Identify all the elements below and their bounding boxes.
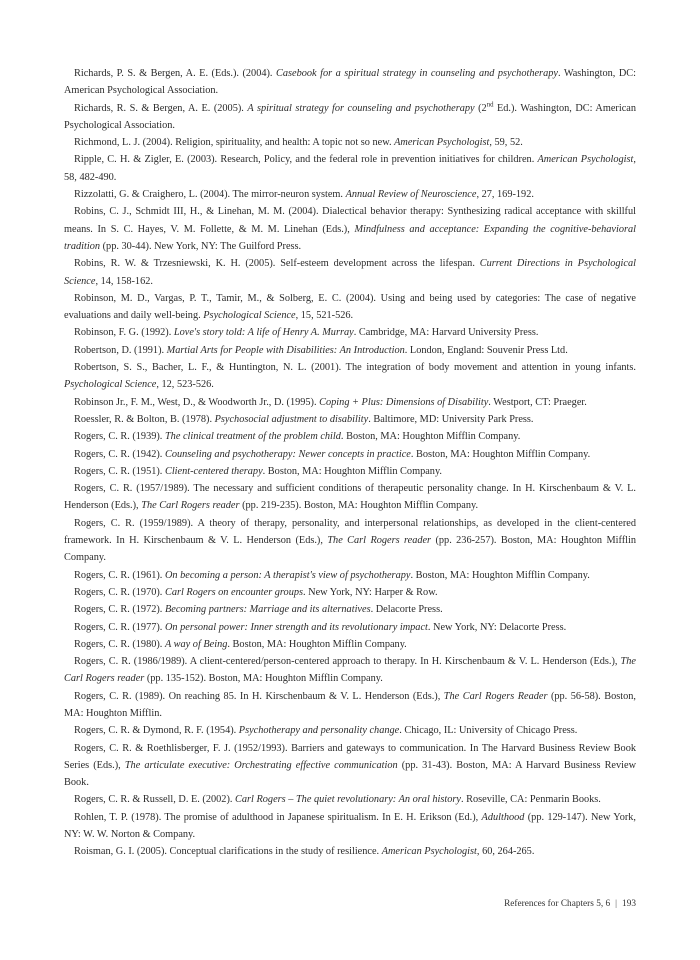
reference-entry <box>64 601 636 618</box>
reference-text: Rogers, C. R. (1959/1989). A theory of therapy, personality, and interpersonal relationships, as developed in the client-centered framework. In H. Kirschenbaum & V. L. Henderson (Eds.), <box>64 517 636 547</box>
reference-title-italic: Psychotherapy and personality change <box>238 725 400 737</box>
reference-title-italic: Carl Rogers – The quiet revolutionary: An oral history <box>235 794 461 806</box>
reference-text: . New York, NY: Harper & Row. <box>303 586 438 598</box>
reference-title-italic: The Carl Rogers reader <box>64 656 636 685</box>
reference-entry <box>64 619 636 636</box>
reference-text: . Boston, MA: Houghton Mifflin Company. <box>410 448 591 460</box>
reference-text: Rogers, C. R. (1980). <box>74 638 165 650</box>
reference-text: Rogers, C. R. (1986/1989). A client-centered/person-centered approach to therapy. In H. Kirschenbaum & V. L. Henderson (Eds.), <box>74 656 621 668</box>
reference-entry <box>64 394 636 411</box>
reference-title-italic: Adulthood <box>481 811 525 823</box>
reference-text: Rogers, C. R. & Dymond, R. F. (1954). <box>74 725 239 737</box>
reference-title-italic: The Carl Rogers reader <box>141 500 240 512</box>
reference-text: . Boston, MA: Houghton Mifflin Company. <box>410 569 590 581</box>
reference-entry <box>64 463 636 480</box>
reference-text: Richmond, L. J. (2004). Religion, spirituality, and health: A topic not so new. <box>74 137 395 149</box>
reference-text: . Washington, DC: American Psychological Association. <box>64 68 636 97</box>
reference-title-italic: The Carl Rogers Reader <box>443 690 548 702</box>
reference-text: . Boston, MA: Houghton Mifflin Company. <box>227 638 407 650</box>
reference-title-italic: The articulate executive: Orchestrating effective communication <box>124 759 398 771</box>
reference-text: (pp. 135-152). Boston, MA: Houghton Mifflin Company. <box>144 673 383 685</box>
reference-entry <box>64 722 636 739</box>
reference-text: Rogers, C. R. (1989). On reaching 85. In H. Kirschenbaum & V. L. Henderson (Eds.), <box>74 690 444 702</box>
reference-text: Rogers, C. R. (1961). <box>74 569 165 581</box>
reference-text: Robinson, F. G. (1992). <box>74 327 174 339</box>
reference-title-italic: Becoming partners: Marriage and its alternatives <box>164 604 371 616</box>
reference-entry <box>64 151 636 186</box>
reference-text: . Westport, CT: Praeger. <box>488 396 587 408</box>
reference-text: (pp. 236-257). Boston, MA: Houghton Mifflin Company. <box>64 535 636 564</box>
reference-entry <box>64 653 636 688</box>
reference-entry <box>64 584 636 601</box>
reference-text: Robinson Jr., F. M., West, D., & Woodworth Jr., D. (1995). <box>74 396 320 408</box>
reference-entry <box>64 100 636 135</box>
references-list <box>64 65 636 861</box>
reference-entry <box>64 567 636 584</box>
reference-title-italic: A way of Being <box>164 638 228 650</box>
reference-title-italic: American Psychologist <box>394 137 490 149</box>
reference-entry <box>64 203 636 255</box>
reference-text: . Delacorte Press. <box>370 604 443 616</box>
reference-text: . London, England: Souvenir Press Ltd. <box>404 344 568 356</box>
reference-text: Robinson, M. D., Vargas, P. T., Tamir, M., & Solberg, E. C. (2004). Using and being used by categories: The case of negative evaluations and daily well-being. <box>64 292 636 322</box>
reference-text: Rogers, C. R. & Russell, D. E. (2002). <box>74 794 236 806</box>
reference-text: , 58, 482-490. <box>64 154 636 183</box>
reference-text: Rohlen, T. P. (1978). The promise of adulthood in Japanese spiritualism. In E. H. Erikson (Ed.), <box>74 811 482 823</box>
page-footer <box>504 898 636 910</box>
reference-text: , 27, 169-192. <box>476 189 534 201</box>
reference-text: Rizzolatti, G. & Craighero, L. (2004). The mirror-neuron system. <box>74 189 346 201</box>
reference-text: (2 <box>474 102 487 114</box>
reference-title-italic: Casebook for a spiritual strategy in counseling and psychotherapy <box>276 68 558 79</box>
reference-title-italic: The Carl Rogers reader <box>327 535 432 547</box>
reference-text: Robins, R. W. & Trzesniewski, K. H. (2005). Self-esteem development across the lifespan. <box>74 258 480 270</box>
reference-text: Rogers, C. R. (1970). <box>74 586 165 598</box>
reference-text: Rogers, C. R. & Roethlisberger, F. J. (1952/1993). Barriers and gateways to communication. In The Harvard Business Review Book Series (Eds.), <box>64 742 636 771</box>
reference-title-italic: Coping + Plus: Dimensions of Disability <box>319 396 489 408</box>
reference-text: (pp. 129-147). New York, NY: W. W. Norton & Company. <box>64 811 637 841</box>
reference-text: Robertson, S. S., Bacher, L. F., & Huntington, N. L. (2001). The integration of body movement and attention in young infants. <box>74 362 636 374</box>
reference-entry <box>64 186 636 203</box>
reference-text: , 12, 523-526. <box>156 379 214 391</box>
reference-title-italic: American Psychologist <box>537 154 634 166</box>
reference-text: Rogers, C. R. (1977). <box>74 621 165 633</box>
reference-text: (pp. 30-44). New York, NY: The Guilford Press. <box>100 240 302 252</box>
reference-text: Robins, C. J., Schmidt III, H., & Linehan, M. M. (2004). Dialectical behavior therapy: Synthesizing radical acceptance with skillful means. In S. C. Hayes, V. M. Follette, & M. M. Linehan (Eds.), <box>64 206 636 235</box>
reference-text: Ripple, C. H. & Zigler, E. (2003). Research, Policy, and the federal role in prevention initiatives for children. <box>74 154 538 166</box>
reference-text: . Chicago, IL: University of Chicago Press. <box>399 725 578 737</box>
reference-text: Rogers, C. R. (1957/1989). The necessary and sufficient conditions of therapeutic personality change. In H. Kirschenbaum & V. L. Henderson (Eds.), <box>64 483 636 512</box>
reference-title-italic: On personal power: Inner strength and its revolutionary impact <box>164 621 428 633</box>
reference-entry <box>64 791 636 808</box>
reference-title-italic: Psychosocial adjustment to disability <box>214 413 369 425</box>
reference-text: Rogers, C. R. (1939). <box>74 431 165 443</box>
reference-text: , 14, 158-162. <box>95 275 153 287</box>
reference-text: (pp. 219-235). Boston, MA: Houghton Mifflin Company. <box>239 500 479 512</box>
reference-entry <box>64 688 636 723</box>
reference-title-italic: Love's story told: A life of Henry A. Murray <box>173 327 354 339</box>
reference-title-italic: The clinical treatment of the problem child <box>164 431 341 443</box>
reference-text: Ed.). Washington, DC: American Psychological Association. <box>64 102 637 131</box>
reference-text: Rogers, C. R. (1951). <box>74 465 165 477</box>
reference-title-italic: American Psychologist <box>381 846 477 858</box>
reference-text: Richards, R. S. & Bergen, A. E. (2005). <box>74 102 248 114</box>
page-number: 193 <box>622 899 636 909</box>
reference-text: , 60, 264-265. <box>476 846 535 858</box>
reference-title-italic: Mindfulness and acceptance: Expanding the cognitive-behavioral tradition <box>64 223 637 252</box>
reference-entry <box>64 428 636 445</box>
reference-title-italic: Psychological Science <box>203 310 296 322</box>
reference-entry <box>64 65 636 100</box>
reference-entry <box>64 809 636 844</box>
reference-text: Robertson, D. (1991). <box>74 344 167 356</box>
reference-entry <box>64 740 636 792</box>
reference-superscript: nd <box>486 101 494 109</box>
reference-entry <box>64 290 636 325</box>
reference-text: . Baltimore, MD: University Park Press. <box>368 413 534 425</box>
reference-text: . Cambridge, MA: Harvard University Press. <box>353 327 539 339</box>
reference-title-italic: Carl Rogers on encounter groups <box>164 586 304 598</box>
reference-text: Rogers, C. R. (1942). <box>74 448 165 460</box>
reference-entry <box>64 480 636 515</box>
reference-text: . New York, NY: Delacorte Press. <box>427 621 567 633</box>
reference-text: Rogers, C. R. (1972). <box>74 604 165 616</box>
reference-entry <box>64 134 636 151</box>
reference-text: (pp. 56-58). Boston, MA: Houghton Mifflin. <box>64 690 636 719</box>
reference-entry <box>64 515 636 567</box>
reference-entry <box>64 843 636 860</box>
reference-text: . Roseville, CA: Penmarin Books. <box>460 794 601 806</box>
reference-title-italic: Martial Arts for People with Disabilities: An Introduction <box>166 344 405 356</box>
reference-title-italic: Psychological Science <box>64 379 157 391</box>
reference-entry <box>64 411 636 428</box>
reference-entry <box>64 636 636 653</box>
footer-separator: | <box>615 899 618 909</box>
reference-text: Richards, P. S. & Bergen, A. E. (Eds.). (2004). <box>74 68 277 79</box>
reference-title-italic: Annual Review of Neuroscience <box>345 189 477 201</box>
reference-text: . Boston, MA: Houghton Mifflin Company. <box>262 465 443 477</box>
reference-entry <box>64 359 636 394</box>
reference-entry <box>64 446 636 463</box>
reference-text: . Boston, MA: Houghton Mifflin Company. <box>340 431 521 443</box>
reference-entry <box>64 324 636 341</box>
reference-text: Roisman, G. I. (2005). Conceptual clarifications in the study of resilience. <box>74 846 382 858</box>
reference-text: Roessler, R. & Bolton, B. (1978). <box>74 413 215 425</box>
reference-text: (pp. 31-43). Boston, MA: A Harvard Business Review Book. <box>64 759 637 789</box>
reference-title-italic: Client-centered therapy <box>164 465 263 477</box>
reference-entry <box>64 342 636 359</box>
reference-entry <box>64 255 636 290</box>
footer-section-label: References for Chapters 5, 6 <box>504 899 611 909</box>
reference-text: , 15, 521-526. <box>295 310 354 322</box>
reference-text: , 59, 52. <box>489 137 523 149</box>
reference-title-italic: On becoming a person: A therapist's view of psychotherapy <box>164 569 411 581</box>
reference-title-italic: Counseling and psychotherapy: Newer concepts in practice <box>164 448 411 460</box>
reference-title-italic: Current Directions in Psychological Science <box>64 258 636 287</box>
reference-title-italic: A spiritual strategy for counseling and psychotherapy <box>247 102 475 114</box>
